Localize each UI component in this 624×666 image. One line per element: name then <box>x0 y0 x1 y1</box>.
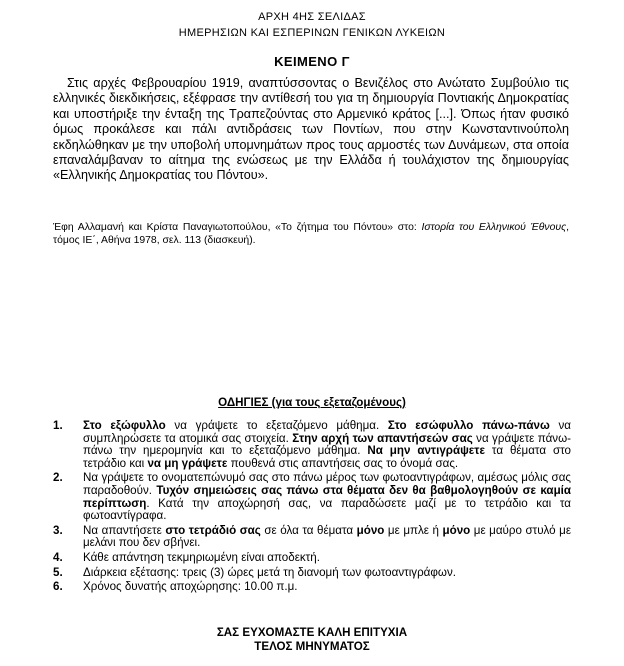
instruction-text: να γράψετε πάνω-πάνω την ημερομηνία και το εξεταζόμενο μάθημα. <box>83 431 571 458</box>
instruction-emphasis: Στην αρχή των απαντήσεών σας <box>292 431 473 445</box>
instruction-text: Διάρκεια εξέτασης: τρεις (3) ώρες μετά τη διανομή των φωτοαντιγράφων. <box>83 565 456 579</box>
instruction-emphasis: να μη γράψετε <box>147 456 228 470</box>
instruction-emphasis: Στο εξώφυλλο <box>83 419 166 432</box>
good-luck-message: ΣΑΣ ΕΥΧΟΜΑΣΤΕ ΚΑΛΗ ΕΠΙΤΥΧΙΑ <box>216 626 408 639</box>
instruction-text: Κάθε απάντηση τεκμηριωμένη είναι αποδεκτή. <box>83 550 320 564</box>
instruction-text: να γράψετε το εξεταζόμενο μάθημα. <box>165 419 388 432</box>
instruction-number: 2. <box>53 471 63 485</box>
instruction-emphasis: Να μην αντιγράψετε <box>367 444 485 458</box>
instructions-list <box>53 420 571 596</box>
instruction-text: πουθενά στις απαντήσεις σας το όνομά σας. <box>227 456 459 470</box>
exam-type-label: ΗΜΕΡΗΣΙΩΝ ΚΑΙ ΕΣΠΕΡΙΝΩΝ ΓΕΝΙΚΩΝ ΛΥΚΕΙΩΝ <box>178 27 446 39</box>
instruction-text: . Κατά την αποχώρησή σας, να παραδώσετε μαζί με το τετράδιο και τα φωτοαντίγραφα. <box>83 496 571 523</box>
instruction-item <box>53 581 571 594</box>
citation-text: Έφη Αλλαμανή και Κρίστα Παναγιωτοπούλου, «Το ζήτημα του Πόντου» στο: <box>53 222 422 233</box>
end-of-message: ΤΕΛΟΣ ΜΗΝΥΜΑΤΟΣ <box>254 640 370 653</box>
citation-book-title: Ιστορία του Ελληνικού Έθνους <box>421 222 567 233</box>
instruction-item <box>53 525 571 550</box>
instruction-emphasis: Τυχόν σημειώσεις σας πάνω στα θέματα δεν θα βαθμολογηθούν σε καμία περίπτωση <box>83 483 572 510</box>
instruction-item <box>53 472 571 522</box>
instruction-number: 1. <box>53 419 63 432</box>
instruction-emphasis: μόνο <box>442 523 471 537</box>
instruction-text: με μαύρο στυλό με μελάνι που δεν σβήνει. <box>83 523 572 550</box>
instruction-text: με μπλε ή <box>384 523 443 537</box>
instruction-text: να συμπληρώσετε τα ατομικά σας στοιχεία. <box>83 419 571 445</box>
instruction-item <box>53 567 571 580</box>
instruction-emphasis: μόνο <box>356 523 385 537</box>
instruction-text: Χρόνος δυνατής αποχώρησης: 10.00 π.μ. <box>83 580 298 594</box>
instruction-text: σε όλα τα θέματα <box>260 523 357 537</box>
instructions-title: ΟΔΗΓΙΕΣ (για τους εξεταζομένους) <box>218 396 406 409</box>
instruction-item <box>53 420 571 470</box>
instruction-number: 6. <box>53 580 63 594</box>
instruction-text: Να γράψετε το ονοματεπώνυμό σας στο πάνω μέρος των φωτοαντιγράφων, αμέσως μόλις σας παραδοθούν. <box>83 471 571 497</box>
instruction-number: 3. <box>53 523 63 537</box>
section-title: ΚΕΙΜΕΝΟ Γ <box>274 54 350 69</box>
instruction-number: 5. <box>53 565 63 579</box>
source-citation <box>53 221 569 247</box>
instruction-emphasis: στο τετράδιό σας <box>165 523 261 537</box>
citation-details: , τόμος ΙΕ΄, Αθήνα 1978, σελ. 113 (διασκευή). <box>53 222 570 246</box>
instruction-number: 4. <box>53 550 63 564</box>
page-start-label: ΑΡΧΗ 4ΗΣ ΣΕΛΙΔΑΣ <box>258 11 366 23</box>
instruction-text: Να απαντήσετε <box>83 523 166 537</box>
passage-text: Στις αρχές Φεβρουαρίου 1919, αναπτύσσοντας ο Βενιζέλος στο Ανώτατο Συμβούλιο τις ελληνικές διεκδικήσεις, εξέφρασε την αντίθεσή του για τη δημιουργία Ποντιακής Δημοκρατίας και υποστήριξε την ένταξη της Τραπεζούντας στο Αρμενικό κράτος [...]. Όπως ήταν φυσικό όμως προκάλεσε και πάλι αντιδράσεις των Ποντίων, που στην Κωνσταντινούπολη εκδηλώθηκαν με την υποβολή υπομνημάτων προς τους αρμοστές των Δυνάμεων, στα οποία επαναλάμβαναν το αίτημα της ενώσεως με την Ελλάδα ή τουλάχιστον της δημιουργίας «Ελληνικής Δημοκρατίας του Πόντου». <box>53 76 569 183</box>
instruction-text: τα θέματα στο τετράδιο και <box>83 444 571 470</box>
instruction-emphasis: Στο εσώφυλλο πάνω-πάνω <box>387 419 550 432</box>
instruction-item <box>53 552 571 565</box>
